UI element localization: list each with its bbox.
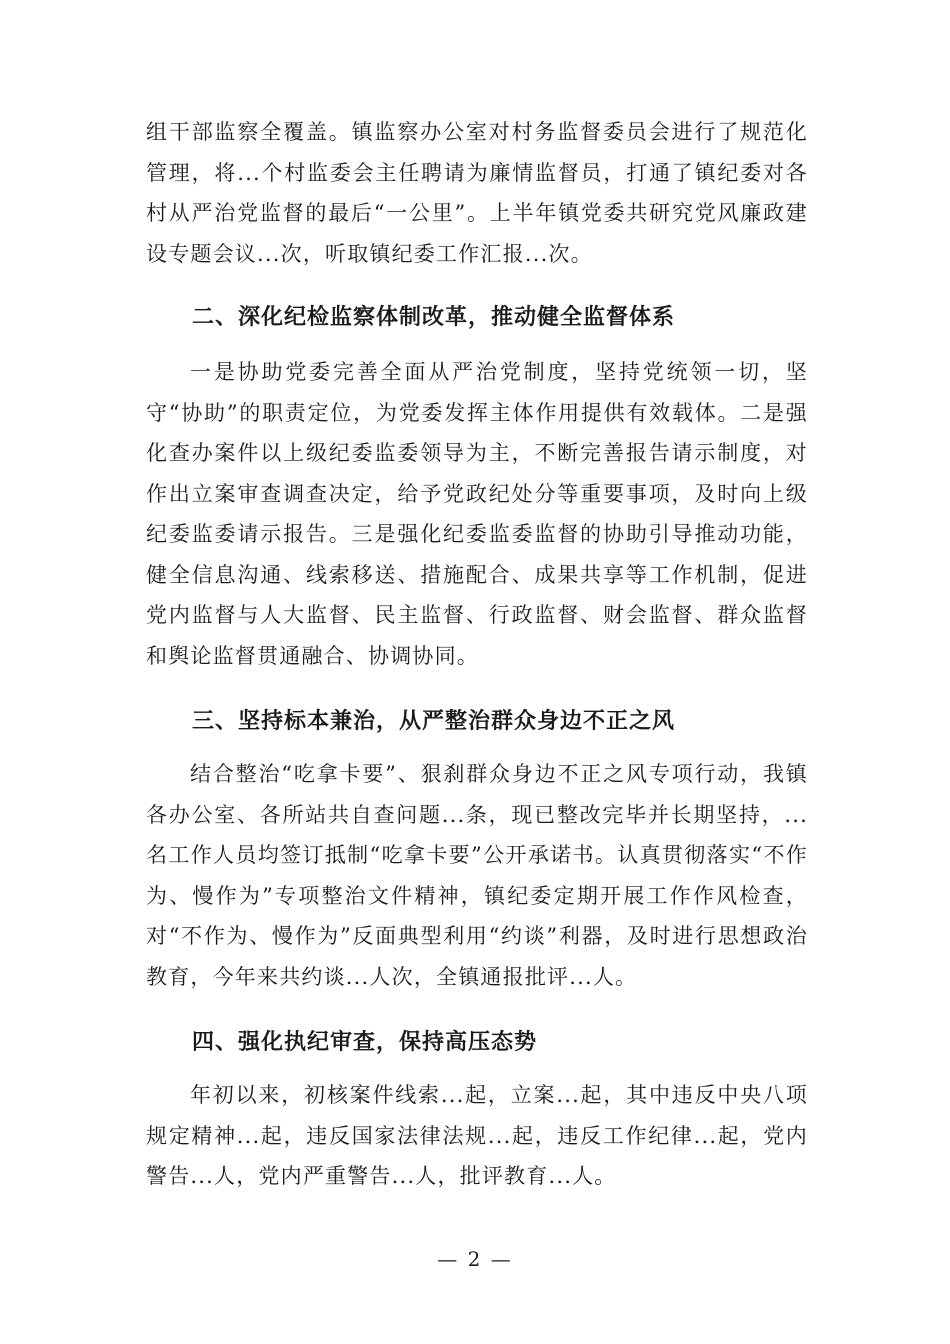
page-number: — 2 — (437, 1247, 513, 1271)
section-body-4: 年初以来，初核案件线索...起，立案...起，其中违反中央八项规定精神...起，违反国家法律法规...起，违反工作纪律...起，党内警告...人，党内严重警告...人，批评教育...人。 (146, 1083, 808, 1188)
section-heading-2: 二、深化纪检监察体制改革，推动健全监督体系 (192, 305, 676, 330)
section-heading-4: 四、强化执纪审查，保持高压态势 (192, 1030, 538, 1055)
section-heading-3: 三、坚持标本兼治，从严整治群众身边不正之风 (192, 709, 676, 734)
section-body-2: 一是协助党委完善全面从严治党制度，坚持党统领一切，坚守“协助”的职责定位，为党委发挥主体作用提供有效载体。二是强化查办案件以上级纪委监委领导为主，不断完善报告请示制度，对作出立案审查调查决定，给予党政纪处分等重要事项，及时向上级纪委监委请示报告。三是强化纪委监委监督的协助引导推动功能，健全信息沟通、线索移送、措施配合、成果共享等工作机制，促进党内监督与人大监督、民主监督、行政监督、财会监督、群众监督和舆论监督贯通融合、协调协同。 (146, 360, 808, 668)
document-body (146, 112, 808, 1197)
intro-paragraph: 组干部监察全覆盖。镇监察办公室对村务监督委员会进行了规范化管理，将...个村监委会主任聘请为廉情监督员，打通了镇纪委对各村从严治党监督的最后“一公里”。上半年镇党委共研究党风廉政建设专题会议...次，听取镇纪委工作汇报...次。 (146, 120, 808, 266)
section-body-3: 结合整治“吃拿卡要”、狠刹群众身边不正之风专项行动，我镇各办公室、各所站共自查问题...条，现已整改完毕并长期坚持，...名工作人员均签订抵制“吃拿卡要”公开承诺书。认真贯彻落实“不作为、慢作为”专项整治文件精神，镇纪委定期开展工作作风检查，对“不作为、慢作为”反面典型利用“约谈”利器，及时进行思想政治教育，今年来共约谈...人次，全镇通报批评...人。 (146, 762, 808, 989)
